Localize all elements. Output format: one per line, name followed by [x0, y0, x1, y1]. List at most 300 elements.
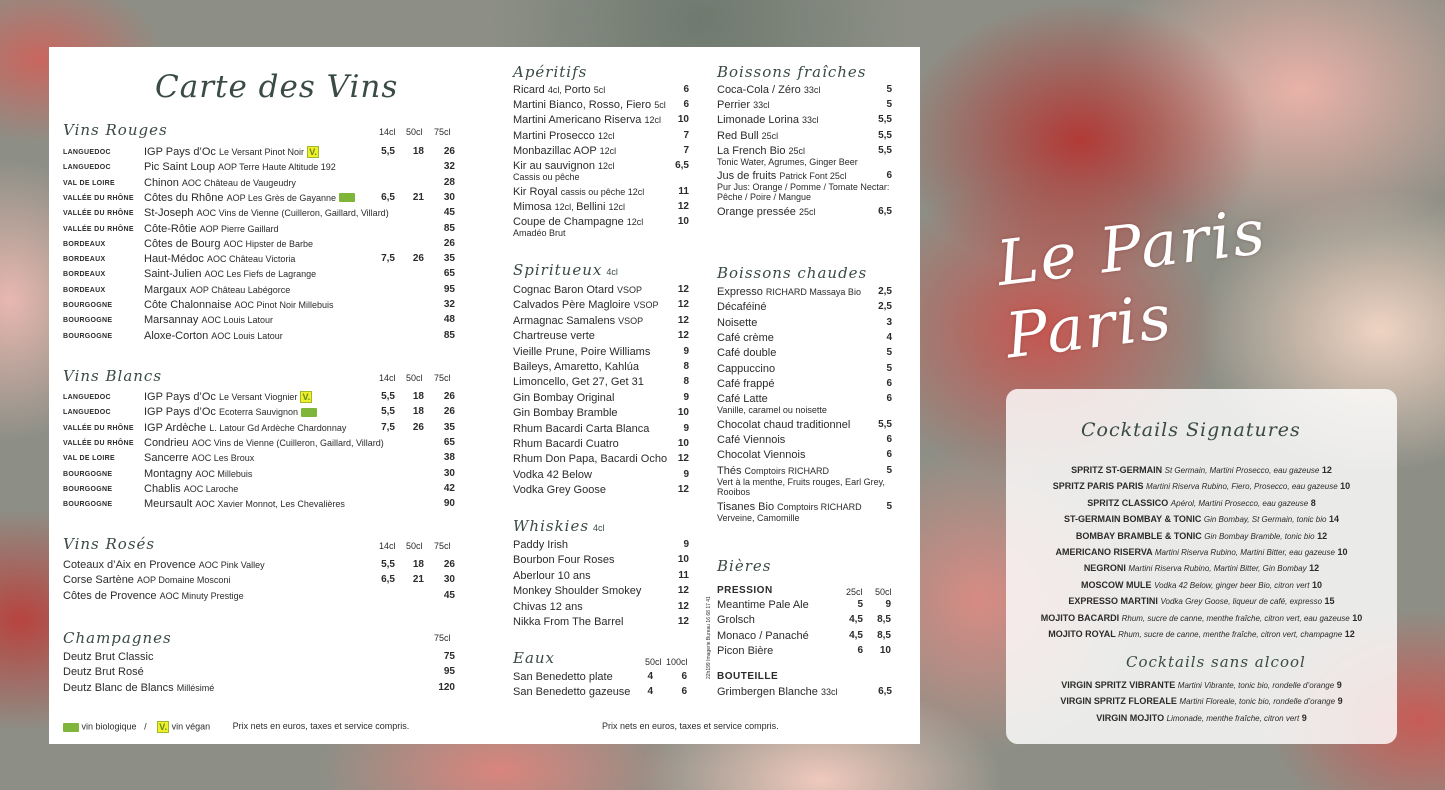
wine-appellation: Chablis: [144, 482, 181, 495]
item-volume: 12cl: [599, 145, 617, 156]
price-75cl: 65: [443, 268, 455, 280]
price-75cl: 28: [443, 176, 455, 188]
bio-leaf-icon: [63, 723, 79, 732]
item-volume: 33cl: [803, 85, 821, 95]
aperitif-item: [513, 201, 689, 213]
item-price: 5: [886, 347, 892, 359]
wine-detail: AOC Château Victoria: [206, 254, 296, 265]
item-price: 8: [683, 361, 689, 372]
item-note: Vert à la menthe, Fruits rouges, Earl Grey, Rooibos: [717, 476, 885, 497]
wine-region: BORDEAUX: [63, 240, 106, 248]
price-75cl: 30: [443, 467, 455, 479]
aperitif-item: [513, 99, 689, 111]
hot-drink-item: [717, 434, 892, 446]
item-volume-2: 5cl: [593, 85, 606, 95]
boissons-fraiches-title: Boissons fraîches: [717, 63, 867, 81]
price-75cl: 35: [443, 421, 455, 433]
wine-row: [63, 253, 455, 268]
item-name: Café Latte: [717, 393, 768, 406]
wine-region: BOURGOGNE: [63, 317, 113, 325]
cocktail-desc: Gin Bombay, St Germain, tonic bio: [1203, 515, 1327, 525]
cold-drink-item: [717, 145, 892, 167]
wine-detail: AOC Louis Latour: [201, 315, 274, 326]
cocktail-name: VIRGIN SPRITZ FLOREALE: [1060, 696, 1177, 707]
item-name: Café frappé: [717, 377, 775, 390]
hot-drink-item: [717, 419, 892, 431]
item-name: Café double: [717, 347, 777, 360]
cocktail-name: SPRITZ ST-GERMAIN: [1071, 465, 1163, 475]
wine-appellation: Haut-Médoc: [144, 253, 204, 266]
item-price: 6: [683, 99, 689, 111]
price-50cl: 9: [885, 599, 891, 610]
spirit-item: [513, 438, 689, 450]
wine-appellation: Meursault: [144, 498, 193, 511]
wine-row: [63, 238, 455, 253]
wine-appellation: IGP Pays d’Oc: [144, 406, 216, 419]
spiritueux-label: Spiritueux: [513, 261, 603, 279]
wine-list-title: Carte des Vins: [155, 69, 399, 105]
wine-name: [144, 223, 279, 235]
column-header: 50cl: [406, 373, 423, 383]
item-price: 10: [677, 438, 689, 449]
aperitif-item: [513, 186, 689, 198]
aperitif-item: [513, 84, 689, 96]
price-50cl: 10: [879, 645, 891, 657]
hot-drink-item: [717, 501, 892, 523]
item-name: Martini Bianco, Rosso, Fiero: [513, 99, 652, 112]
wine-name: [144, 437, 384, 449]
wine-appellation: Chinon: [144, 176, 179, 189]
item-name: Red Bull: [717, 129, 759, 142]
price-75cl: 26: [443, 237, 455, 249]
wine-name: [144, 253, 295, 265]
boissons-chaudes-title: Boissons chaudes: [717, 264, 868, 282]
price-50cl: 4: [647, 671, 653, 682]
item-price: 12: [677, 314, 689, 326]
cocktail-name: SPRITZ PARIS PARIS: [1052, 481, 1144, 492]
column-header: 25cl: [846, 587, 863, 597]
cocktail-desc: Limonade, menthe fraîche, citron vert: [1166, 713, 1300, 723]
wine-region: VALLÉE DU RHÔNE: [63, 439, 134, 447]
cocktail-item: [1006, 498, 1397, 508]
item-name: Chocolat chaud traditionnel: [717, 418, 851, 431]
item-price: 5,5: [878, 129, 892, 141]
cocktail-price: 12: [1309, 563, 1320, 574]
cocktail-price: 9: [1337, 696, 1343, 707]
wine-row: [63, 146, 455, 161]
price-75cl: 26: [443, 391, 455, 402]
bottle-beer-item: [717, 686, 892, 698]
item-price: 6: [886, 449, 892, 461]
champagnes-title: Champagnes: [63, 629, 172, 647]
cocktail-name: MOJITO ROYAL: [1048, 629, 1116, 639]
price-25cl: 5: [857, 599, 863, 610]
wine-region: VALLÉE DU RHÔNE: [63, 424, 134, 432]
spirit-item: [513, 392, 689, 404]
item-volume: 5cl: [654, 100, 666, 111]
cocktail-name: AMERICANO RISERVA: [1055, 547, 1153, 557]
cocktail-price: 15: [1324, 596, 1335, 607]
hot-drink-item: [717, 332, 892, 344]
item-name: Kir au sauvignon: [513, 160, 595, 172]
item-volume: 25cl: [761, 130, 779, 141]
item-price: 6: [683, 84, 689, 95]
wine-appellation: IGP Ardèche: [144, 421, 207, 434]
bouteille-label: BOUTEILLE: [717, 671, 779, 682]
item-price: 6: [886, 434, 892, 446]
item-name: Nikka From The Barrel: [513, 616, 624, 628]
item-name: Cognac Baron Otard: [513, 284, 614, 296]
cocktail-item: [1006, 531, 1397, 541]
item-name: Martini Prosecco: [513, 129, 595, 142]
item-price: 5: [886, 362, 892, 374]
cocktail-item: [1006, 547, 1397, 557]
cocktail-desc: Vodka 42 Below, ginger beer Bio, citron vert: [1154, 580, 1310, 590]
aperitif-item: [513, 160, 689, 182]
whisky-item: [513, 616, 689, 628]
item-name: Café Viennois: [717, 434, 786, 447]
item-note: Vanille, caramel ou noisette: [717, 405, 827, 416]
price-50cl: 8,5: [877, 614, 891, 626]
column-header: 100cl: [666, 657, 688, 667]
hot-drink-item: [717, 465, 892, 497]
beer-item: [717, 645, 893, 657]
wine-name: [144, 268, 316, 280]
price-25cl: 6: [857, 645, 863, 657]
item-price: 2,5: [878, 301, 892, 313]
wine-appellation: Deutz Brut Classic: [63, 651, 154, 663]
vegan-icon: V.: [307, 146, 319, 158]
cocktail-desc: Vodka Grey Goose, liqueur de café, expresso: [1160, 597, 1323, 607]
whiskies-label: Whiskies: [513, 517, 590, 535]
wine-detail: AOP Les Grès de Gayanne: [226, 192, 336, 203]
spirit-item: [513, 346, 689, 358]
price-50cl: 26: [412, 421, 424, 433]
item-price: 5,5: [878, 114, 892, 126]
item-price: 6: [886, 377, 892, 389]
wine-detail: AOP Pierre Gaillard: [199, 223, 279, 234]
item-name: Baileys, Amaretto, Kahlúa: [513, 361, 639, 373]
item-name: Vieille Prune, Poire Williams: [513, 345, 651, 358]
wine-appellation: Aloxe-Corton: [144, 329, 209, 342]
wine-detail: AOC Vins de Vienne (Cuilleron, Gaillard, Villard): [191, 437, 384, 448]
cocktail-desc: Rhum, sucre de canne, menthe fraîche, citron vert, champagne: [1118, 630, 1343, 639]
wine-detail: AOC Vins de Vienne (Cuilleron, Gaillard, Villard): [196, 208, 389, 219]
whisky-item: [513, 539, 689, 551]
price-75cl: 26: [443, 406, 455, 418]
item-price: 9: [683, 539, 689, 550]
wine-appellation: Sancerre: [144, 452, 189, 465]
item-volume: VSOP: [633, 300, 659, 311]
item-name-2: Bellini: [576, 200, 606, 213]
cocktail-name: VIRGIN MOJITO: [1096, 712, 1165, 723]
item-price: 9: [683, 468, 689, 480]
wine-name: [144, 498, 345, 510]
item-name: Vodka Grey Goose: [513, 484, 606, 497]
column-header: 75cl: [434, 127, 451, 137]
item-name: Mimosa: [513, 200, 552, 213]
cocktail-item: [1006, 563, 1397, 573]
virgin-cocktail-item: [1006, 713, 1397, 723]
hot-drink-item: [717, 378, 892, 390]
cocktail-name: BOMBAY BRAMBLE & TONIC: [1075, 530, 1202, 541]
price-75cl: 90: [443, 498, 455, 510]
price-75cl: 26: [443, 559, 455, 570]
item-price: 11: [678, 185, 689, 197]
hot-drink-item: [717, 393, 892, 415]
wine-detail: AOC Château de Vaugeudry: [181, 177, 296, 188]
spirit-item: [513, 453, 689, 465]
item-volume: cassis ou pêche 12cl: [560, 186, 645, 197]
price-100cl: 6: [681, 671, 687, 682]
legend-bio-label: vin biologique: [81, 721, 137, 732]
item-name: Coca-Cola / Zéro: [717, 84, 801, 96]
wine-row: [63, 268, 455, 283]
virgin-cocktail-item: [1006, 696, 1397, 706]
aperitif-item: [513, 114, 689, 126]
price-14cl: 6,5: [381, 191, 395, 203]
wine-detail: AOC Les Fiefs de Lagrange: [204, 269, 317, 280]
column-header: 50cl: [406, 541, 423, 551]
wine-appellation: Condrieu: [144, 436, 189, 449]
wine-detail: Millésimé: [176, 682, 215, 693]
wine-detail: Le Versant Pinot Noir: [219, 147, 305, 157]
vins-blancs-title: Vins Blancs: [63, 367, 163, 385]
cocktail-item: [1006, 514, 1397, 524]
hot-drink-item: [717, 317, 892, 329]
wine-name: [144, 177, 296, 189]
bio-leaf-icon: [339, 193, 355, 202]
vins-roses-title: Vins Rosés: [63, 535, 156, 553]
column-header: 14cl: [379, 373, 396, 383]
wine-name: [144, 330, 283, 342]
wine-detail: AOC Pink Valley: [198, 560, 265, 570]
vegan-icon: V.: [157, 721, 169, 733]
cocktail-desc: Martini Floreale, tonic bio, rondelle d’orange: [1179, 697, 1336, 707]
column-header: 75cl: [434, 633, 451, 643]
item-volume: 12cl: [644, 115, 661, 126]
spirit-item: [513, 376, 689, 388]
column-header: 14cl: [379, 127, 396, 137]
cocktail-price: 9: [1301, 712, 1307, 723]
wine-row: [63, 651, 455, 666]
spiritueux-title: [513, 261, 618, 279]
wine-region: VALLÉE DU RHÔNE: [63, 194, 134, 202]
cold-drink-item: [717, 114, 892, 126]
item-price: 6,5: [878, 206, 892, 218]
wine-appellation: Côte-Rôtie: [144, 222, 197, 235]
aperitif-item: [513, 130, 689, 142]
cocktail-price: 12: [1344, 629, 1355, 639]
item-price: 10: [677, 407, 689, 419]
item-name: Orange pressée: [717, 206, 796, 219]
item-price: 10: [677, 554, 689, 566]
whisky-item: [513, 570, 689, 582]
aperitif-item: [513, 145, 689, 157]
price-75cl: 35: [443, 253, 455, 265]
item-name: Décaféiné: [717, 301, 767, 314]
spirit-item: [513, 299, 689, 311]
spirit-item: [513, 361, 689, 373]
price-75cl: 95: [443, 283, 455, 295]
wine-appellation: St-Joseph: [144, 207, 194, 220]
wine-row: [63, 177, 455, 192]
hot-drink-item: [717, 363, 892, 375]
price-75cl: 26: [443, 146, 455, 157]
price-75cl: 30: [443, 574, 455, 586]
item-name: Armagnac Samalens: [513, 314, 616, 327]
wine-name: [63, 651, 153, 663]
cocktail-desc: Rhum, sucre de canne, menthe fraîche, citron vert, eau gazeuse: [1121, 613, 1350, 623]
column-header: 50cl: [875, 587, 892, 597]
cocktail-price: 10: [1337, 547, 1348, 557]
wine-region: BORDEAUX: [63, 286, 106, 294]
wine-region: BORDEAUX: [63, 256, 106, 264]
item-name: Vodka 42 Below: [513, 468, 592, 481]
item-note: Verveine, Camomille: [717, 512, 800, 523]
price-50cl: 18: [412, 146, 424, 157]
wine-appellation: Coteaux d’Aix en Provence: [63, 559, 196, 571]
beer-item: [717, 630, 893, 642]
cocktail-item: [1006, 613, 1397, 623]
wine-row: [63, 284, 455, 299]
wine-region: BOURGOGNE: [63, 302, 113, 309]
cocktail-price: 8: [1310, 497, 1316, 508]
wine-region: LANGUEDOC: [63, 394, 111, 401]
virgin-cocktail-item: [1006, 680, 1397, 690]
cold-drink-item: [717, 170, 892, 202]
item-name: Calvados Père Magloire: [513, 299, 631, 312]
wine-name: [144, 314, 273, 326]
whisky-item: [513, 601, 689, 613]
price-50cl: 4: [647, 686, 653, 698]
wine-name: [144, 406, 317, 418]
item-name: Martini Americano Riserva: [513, 114, 642, 127]
cold-drink-item: [717, 99, 892, 111]
cocktails-title: Cocktails Signatures: [1081, 419, 1301, 441]
cocktail-desc: Gin Bombay Bramble, tonic bio: [1204, 531, 1315, 541]
price-50cl: 18: [412, 406, 424, 418]
hot-drink-item: [717, 449, 892, 461]
item-price: 5: [886, 464, 892, 476]
item-name: Chivas 12 ans: [513, 600, 583, 613]
wine-name: [144, 299, 334, 311]
price-50cl: 18: [412, 391, 424, 402]
item-name: Jus de fruits: [717, 170, 777, 183]
print-code: 22h199 Imagerie Bureau 16 68 17 41: [706, 596, 712, 679]
item-name: Tisanes Bio: [717, 500, 775, 513]
wine-detail: AOC Pinot Noir Millebuis: [234, 300, 334, 310]
item-name: Gin Bombay Bramble: [513, 407, 618, 420]
bio-leaf-icon: [301, 408, 317, 417]
item-name: Expresso: [717, 286, 763, 298]
pression-label: PRESSION: [717, 585, 773, 596]
wine-row: [63, 452, 455, 467]
wine-name: [144, 468, 252, 480]
wine-name: [144, 146, 319, 158]
cocktail-name: SPRITZ CLASSICO: [1087, 497, 1169, 508]
wine-row: [63, 682, 455, 697]
item-price: 7: [683, 144, 689, 156]
item-name: Limoncello, Get 27, Get 31: [513, 376, 644, 389]
item-volume: 33cl: [802, 115, 819, 126]
wine-name: [144, 238, 313, 250]
cocktail-name: EXPRESSO MARTINI: [1068, 596, 1158, 607]
cocktail-name: VIRGIN SPRITZ VIBRANTE: [1061, 680, 1176, 690]
vins-rouges-title: Vins Rouges: [63, 121, 168, 139]
wine-row: [63, 666, 455, 681]
wine-detail: AOC Xavier Monnot, Les Chevalières: [195, 499, 345, 510]
item-price: 12: [677, 284, 689, 295]
cocktail-price: 14: [1328, 514, 1339, 525]
wine-name: [144, 391, 312, 403]
item-price: 12: [677, 330, 689, 342]
price-25cl: 4,5: [849, 629, 863, 641]
cocktail-desc: Martini Riserva Rubino, Fiero, Prosecco, eau gazeuse: [1146, 482, 1338, 492]
wine-row: [63, 299, 455, 314]
wine-name: [144, 207, 389, 219]
item-price: 3: [886, 316, 892, 328]
price-14cl: 5,5: [381, 406, 395, 418]
spirit-item: [513, 484, 689, 496]
wine-region: BOURGOGNE: [63, 485, 113, 493]
item-price: 5: [886, 84, 892, 95]
spirit-item: [513, 423, 689, 435]
cocktail-card: [1006, 389, 1397, 744]
cocktail-desc: Martini Riserva Rubino, Martini Bitter, eau gazeuse: [1154, 548, 1335, 557]
price-75cl: 45: [443, 589, 455, 601]
price-75cl: 85: [443, 329, 455, 341]
price-75cl: 65: [443, 436, 455, 448]
wine-appellation: Marsannay: [144, 314, 199, 327]
item-name: Limonade Lorina: [717, 114, 799, 127]
item-volume: Comptoirs RICHARD: [777, 501, 862, 512]
item-price: 6: [886, 393, 892, 405]
item-name: Coupe de Champagne: [513, 215, 624, 228]
item-name: Chocolat Viennois: [717, 449, 806, 462]
item-price: 11: [678, 569, 689, 581]
wine-detail: AOC Minuty Prestige: [159, 590, 244, 601]
wine-row: [63, 406, 455, 421]
wine-appellation: Deutz Blanc de Blancs: [63, 681, 174, 694]
price-14cl: 7,5: [381, 421, 395, 433]
item-volume: Patrick Font 25cl: [779, 171, 847, 182]
wine-row: [63, 559, 455, 574]
spirit-item: [513, 315, 689, 327]
wine-appellation: Côtes du Rhône: [144, 191, 224, 204]
brand-logo: Le Paris Paris: [992, 194, 1271, 373]
item-name: Café crème: [717, 331, 774, 344]
cocktail-item: [1006, 629, 1397, 639]
item-volume: Comptoirs RICHARD: [744, 465, 830, 476]
price-75cl: 45: [443, 207, 455, 219]
item-name: Rhum Don Papa, Bacardi Ocho: [513, 453, 668, 466]
price-75cl: 120: [438, 681, 455, 693]
cocktail-desc: Martini Vibrante, tonic bio, rondelle d’orange: [1177, 681, 1335, 690]
wine-appellation: Montagny: [144, 467, 193, 480]
item-name: Monkey Shoulder Smokey: [513, 585, 642, 598]
wine-name: [63, 559, 265, 571]
price-14cl: 5,5: [381, 146, 395, 157]
wine-row: [63, 590, 455, 605]
price-75cl: 42: [443, 482, 455, 494]
aperitifs-title: Apéritifs: [513, 63, 588, 81]
item-volume: VSOP: [618, 315, 644, 326]
wine-detail: AOC Les Broux: [191, 453, 255, 464]
item-price: 12: [677, 200, 689, 212]
wine-region: VALLÉE DU RHÔNE: [63, 210, 134, 218]
wine-row: [63, 161, 455, 176]
